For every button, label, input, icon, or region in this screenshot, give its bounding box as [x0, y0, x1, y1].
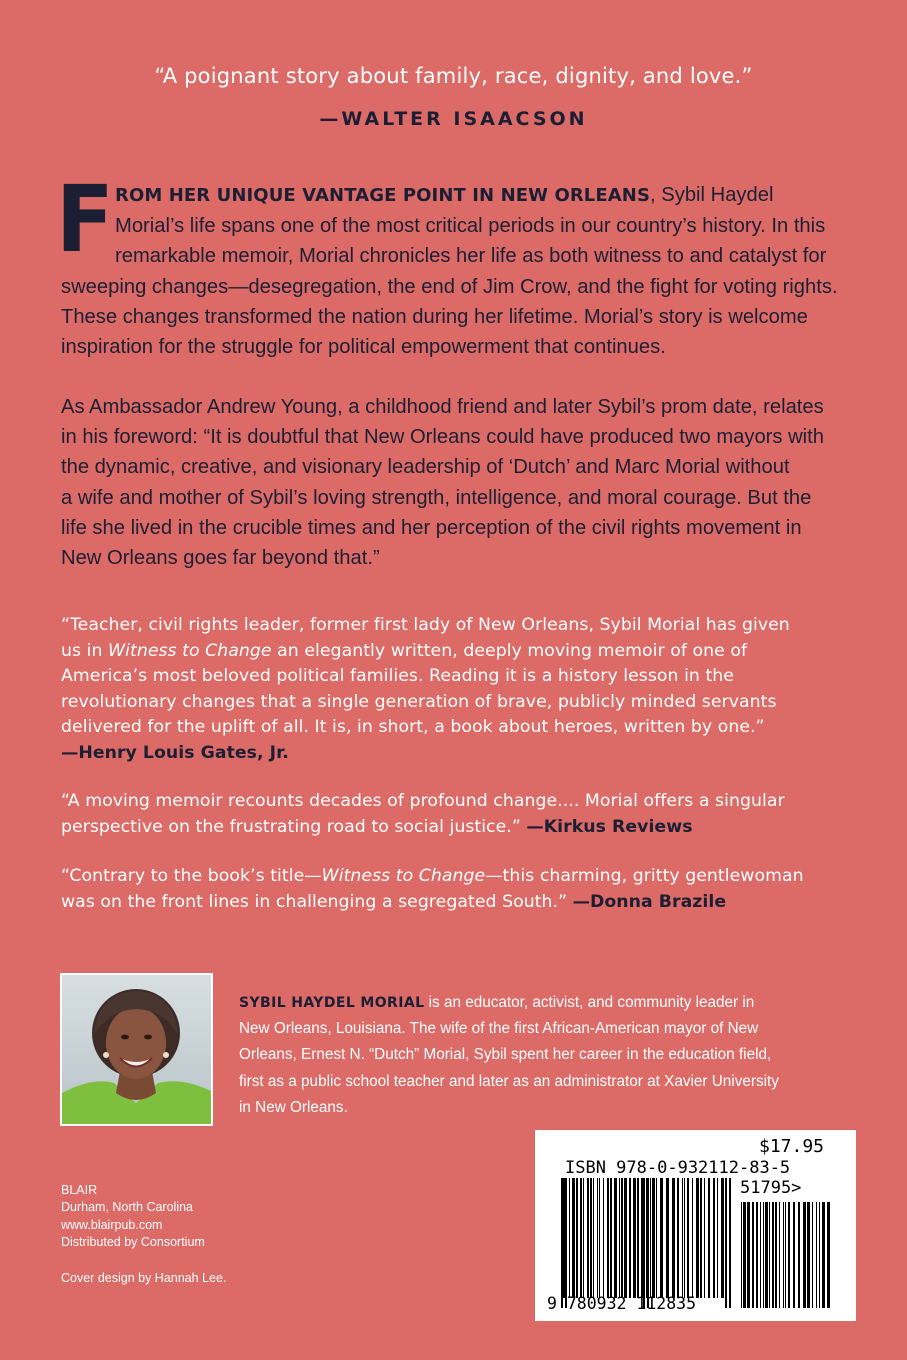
bio-line: in New Orleans. — [239, 1098, 348, 1116]
foreword-line: As Ambassador Andrew Young, a childhood friend and later Sybil’s prom date, relates — [61, 396, 824, 418]
barcode-addon-digits: 51795> — [740, 1178, 802, 1198]
bio-line: New Orleans, Louisiana. The wife of the first African-American mayor of New — [239, 1020, 759, 1038]
author-portrait-image — [62, 975, 211, 1124]
praise-line: —this charming, gritty gentlewoman — [485, 866, 804, 886]
praise-line: “A moving memoir recounts decades of profound change.... Morial offers a singular — [61, 791, 785, 811]
author-photo — [60, 973, 213, 1126]
praise-line: was on the front lines in challenging a segregated South.” — [61, 891, 573, 912]
praise-brazile — [61, 864, 804, 915]
description-line: These changes transformed the nation during her lifetime. Morial’s story is welcome — [61, 305, 808, 328]
description-line: , Sybil Haydel — [650, 184, 774, 206]
barcode-isbn: ISBN 978-0-932112-83-5 — [565, 1158, 791, 1178]
foreword-line: the dynamic, creative, and visionary leadership of ‘Dutch’ and Marc Morial without — [61, 456, 790, 479]
description-line: sweeping changes—desegregation, the end of Jim Crow, and the fight for voting rights. — [61, 275, 838, 298]
top-quote: “A poignant story about family, race, dignity, and love.” — [154, 64, 753, 88]
barcode-box — [535, 1130, 856, 1321]
description-line: inspiration for the struggle for political empowerment that continues. — [61, 336, 666, 359]
barcode-main-bars — [561, 1178, 731, 1308]
author-name: SYBIL HAYDEL MORIAL — [239, 995, 425, 1011]
publisher-website: www.blairpub.com — [61, 1217, 163, 1232]
book-title: Witness to Change — [108, 640, 272, 661]
description-lead-caps: ROM HER UNIQUE VANTAGE POINT IN NEW ORLEANS — [115, 185, 651, 206]
barcode-addon-bars — [741, 1202, 830, 1308]
praise-line: an elegantly written, deeply moving memoir of one of — [271, 640, 748, 661]
foreword-paragraph — [61, 392, 824, 573]
publisher-distribution: Distributed by Consortium — [61, 1235, 205, 1250]
description-line: Morial’s life spans one of the most critical periods in our country’s history. In this — [115, 215, 826, 238]
foreword-line: life she lived in the crucible times and her perception of the civil rights movement in — [61, 516, 802, 539]
praise-line: us in — [61, 640, 108, 661]
praise-line: revolutionary changes that a single generation of brave, publicly minded servants — [61, 691, 777, 712]
foreword-line: in his foreword: “It is doubtful that New Orleans could have produced two mayors with — [61, 426, 825, 449]
barcode-digits: 9 780932 112835 — [547, 1294, 697, 1313]
praise-gates — [61, 613, 790, 766]
praise-attribution: —Donna Brazile — [572, 891, 727, 912]
cover-design-credit: Cover design by Hannah Lee. — [61, 1271, 227, 1285]
bio-line: Orleans, Ernest N. “Dutch” Morial, Sybil spent her career in the education field, — [239, 1046, 772, 1064]
publisher-info — [61, 1182, 205, 1252]
publisher-location: Durham, North Carolina — [61, 1200, 193, 1215]
foreword-line: New Orleans goes far beyond that.” — [61, 547, 380, 570]
praise-line: “Contrary to the book’s title— — [61, 866, 322, 886]
book-title: Witness to Change — [321, 866, 486, 886]
praise-line: “Teacher, civil rights leader, former first lady of New Orleans, Sybil Morial has given — [61, 615, 790, 635]
description-line: remarkable memoir, Morial chronicles her life as both witness to and catalyst for — [115, 245, 827, 268]
barcode-price: $17.95 — [759, 1136, 825, 1157]
description-paragraph — [61, 180, 838, 362]
praise-line: delivered for the uplift of all. It is, in short, a book about heroes, written by one.” — [61, 717, 765, 737]
praise-attribution: —Kirkus Reviews — [526, 816, 693, 837]
publisher-name: BLAIR — [61, 1183, 98, 1197]
author-bio — [239, 990, 779, 1121]
praise-attribution: —Henry Louis Gates, Jr. — [61, 742, 289, 763]
barcode-bars — [535, 1130, 856, 1321]
praise-line: America’s most beloved political families. Reading it is a history lesson in the — [61, 666, 734, 686]
praise-kirkus — [61, 789, 785, 840]
drop-cap: F — [56, 166, 114, 273]
top-quote-attribution: —WALTER ISAACSON — [319, 108, 588, 130]
bio-line: is an educator, activist, and community leader in — [424, 994, 755, 1011]
praise-line: perspective on the frustrating road to social justice.” — [61, 816, 527, 837]
foreword-line: a wife and mother of Sybil’s loving strength, intelligence, and moral courage. But the — [61, 486, 812, 509]
bio-line: first as a public school teacher and later as an administrator at Xavier University — [239, 1072, 779, 1090]
